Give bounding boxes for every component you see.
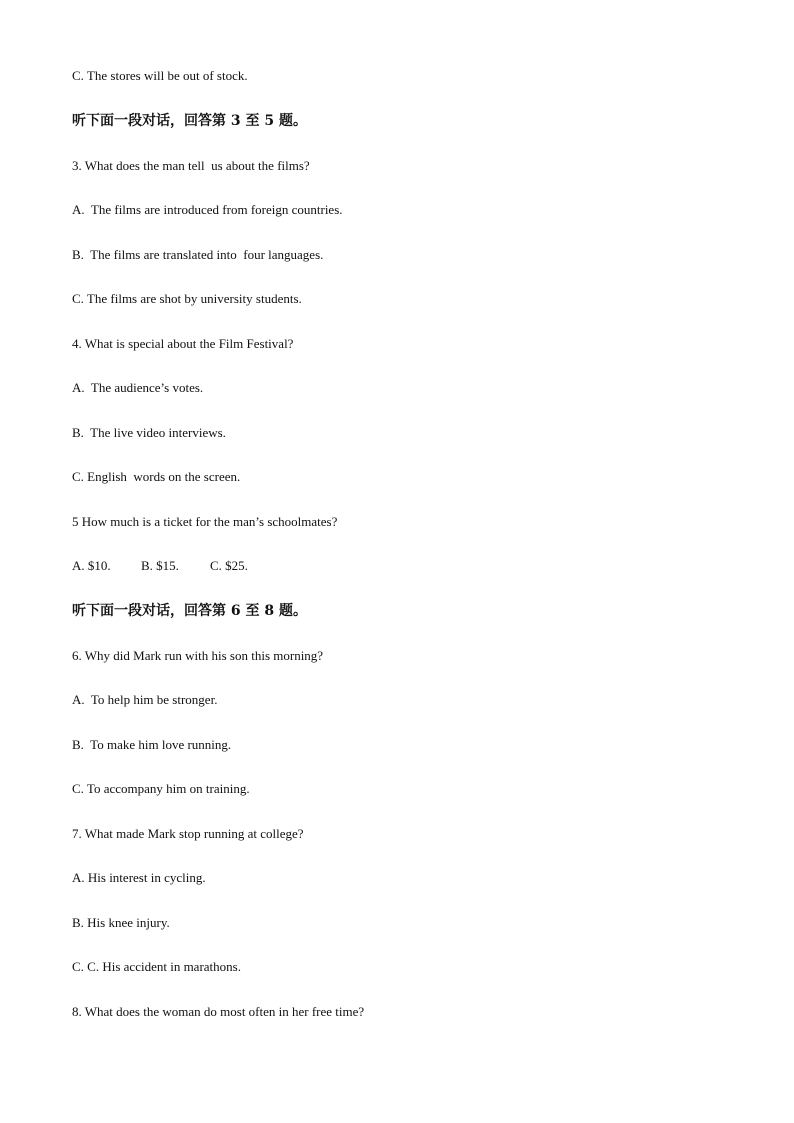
section-heading: 听下面一段对话，回答第 6 至 8 题。 xyxy=(72,603,307,619)
question-4: 4. What is special about the Film Festival? xyxy=(72,336,294,351)
question-7: 7. What made Mark stop running at college? xyxy=(72,826,304,841)
question-6: 6. Why did Mark run with his son this morning? xyxy=(72,648,324,663)
question-5-option-a: A. $10. xyxy=(72,558,111,573)
question-3-option-c: C. The films are shot by university students. xyxy=(72,291,302,306)
question-5-options xyxy=(72,558,248,574)
question-7-option-a: A. His interest in cycling. xyxy=(72,870,206,885)
question-4-option-c: C. English words on the screen. xyxy=(72,469,241,484)
question-5-option-c: C. $25. xyxy=(210,558,248,573)
section-heading: 听下面一段对话，回答第 3 至 5 题。 xyxy=(72,113,307,129)
question-8: 8. What does the woman do most often in her free time? xyxy=(72,1004,365,1019)
question-4-option-b: B. The live video interviews. xyxy=(72,425,226,440)
question-6-option-c: C. To accompany him on training. xyxy=(72,781,250,796)
question-5-option-b: B. $15. xyxy=(141,558,179,573)
question-6-option-a: A. To help him be stronger. xyxy=(72,692,218,707)
question-4-option-a: A. The audience’s votes. xyxy=(72,380,204,395)
question-3: 3. What does the man tell us about the films? xyxy=(72,158,310,173)
question-3-option-b: B. The films are translated into four languages. xyxy=(72,247,324,262)
question-6-option-b: B. To make him love running. xyxy=(72,737,232,752)
question-7-option-c: C. C. His accident in marathons. xyxy=(72,959,241,974)
question-7-option-b: B. His knee injury. xyxy=(72,915,170,930)
question-5: 5 How much is a ticket for the man’s schoolmates? xyxy=(72,514,338,529)
question-3-option-a: A. The films are introduced from foreign countries. xyxy=(72,202,343,217)
option-line: C. The stores will be out of stock. xyxy=(72,68,248,83)
